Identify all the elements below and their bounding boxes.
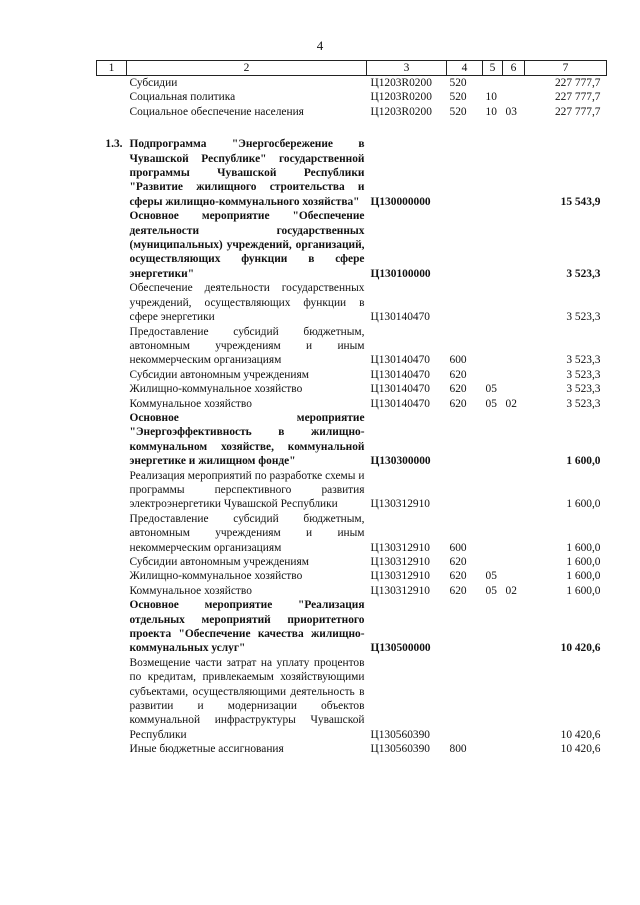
spacer-row	[97, 119, 607, 137]
row-section	[483, 411, 503, 469]
row-amount: 1 600,0	[566, 455, 601, 468]
row-name: Предоставление субсидий бюджетным, автономным учреждениям и иным некоммерческим организациям	[129, 512, 365, 554]
row-expense-type	[447, 469, 483, 512]
row-code: Ц130140470	[370, 311, 430, 324]
row-name: Коммунальное хозяйство	[129, 397, 252, 410]
row-subsection	[503, 656, 525, 742]
row-section: 05	[485, 397, 497, 410]
row-expense-type	[447, 137, 483, 209]
row-amount: 1 600,0	[566, 584, 601, 597]
row-subsection	[503, 512, 525, 555]
row-name: Основное мероприятие "Энергоэффективность в жилищно-коммунальном хозяйстве, коммунальной энергетике и жилищном фонде"	[129, 411, 365, 468]
table-row	[97, 584, 607, 598]
row-amount: 3 523,3	[566, 397, 601, 410]
row-section: 05	[485, 584, 497, 597]
table-row	[97, 469, 607, 512]
row-expense-type: 620	[449, 368, 467, 381]
row-index	[97, 281, 127, 324]
row-name: Жилищно-коммунальное хозяйство	[129, 383, 303, 396]
row-name: Субсидии автономным учреждениям	[129, 368, 309, 381]
row-subsection	[503, 555, 525, 569]
row-expense-type: 620	[449, 584, 467, 597]
row-subsection	[503, 368, 525, 382]
row-code: Ц130140470	[370, 354, 430, 367]
row-code: Ц130312910	[370, 570, 430, 583]
table-row	[97, 598, 607, 656]
row-code: Ц130312910	[370, 556, 430, 568]
row-section	[483, 137, 503, 209]
row-code: Ц1203R0200	[370, 91, 432, 104]
row-section	[483, 469, 503, 512]
row-amount: 1 600,0	[566, 541, 601, 554]
row-amount: 1 600,0	[566, 556, 601, 568]
row-name: Жилищно-коммунальное хозяйство	[129, 570, 303, 583]
row-amount: 3 523,3	[566, 368, 601, 381]
header-cell-7: 7	[525, 61, 607, 76]
row-index: 1.3.	[105, 138, 123, 151]
row-section: 10	[485, 91, 497, 104]
table-row	[97, 90, 607, 104]
header-cell-1: 1	[97, 61, 127, 76]
row-expense-type: 520	[449, 77, 467, 89]
header-cell-4: 4	[447, 61, 483, 76]
row-subsection	[503, 598, 525, 656]
row-subsection	[503, 90, 525, 104]
row-expense-type	[447, 598, 483, 656]
row-amount: 3 523,3	[566, 311, 601, 324]
table-row	[97, 368, 607, 382]
table-row	[97, 656, 607, 742]
table-row	[97, 137, 607, 209]
row-subsection: 03	[505, 105, 517, 118]
table-row	[97, 555, 607, 569]
row-subsection	[503, 382, 525, 396]
row-subsection	[503, 137, 525, 209]
row-subsection	[503, 209, 525, 281]
row-code: Ц1203R0200	[370, 77, 432, 89]
row-index	[97, 742, 127, 756]
row-subsection	[503, 469, 525, 512]
row-section	[483, 742, 503, 756]
row-expense-type: 600	[449, 354, 467, 367]
row-code: Ц1203R0200	[370, 105, 432, 118]
row-index	[97, 382, 127, 396]
row-code: Ц130312910	[370, 584, 430, 597]
row-section: 05	[485, 570, 497, 583]
header-cell-3: 3	[367, 61, 447, 76]
row-subsection: 02	[505, 584, 517, 597]
row-subsection	[503, 742, 525, 756]
table-row	[97, 382, 607, 396]
row-name: Социальное обеспечение населения	[129, 105, 304, 118]
row-index	[97, 90, 127, 104]
row-section: 10	[485, 105, 497, 118]
header-cell-5: 5	[483, 61, 503, 76]
page-number: 4	[316, 38, 324, 53]
row-subsection	[503, 325, 525, 368]
row-expense-type	[447, 209, 483, 281]
row-section	[483, 76, 503, 91]
row-code: Ц130100000	[370, 267, 431, 280]
row-amount: 10 420,6	[560, 743, 601, 756]
row-section: 05	[485, 383, 497, 396]
row-name: Реализация мероприятий по разработке схемы и программы перспективного развития электроэнергетики Чувашской Республики	[129, 469, 365, 511]
row-section	[483, 656, 503, 742]
row-code: Ц130312910	[370, 498, 430, 511]
table-row	[97, 76, 607, 91]
row-section	[483, 281, 503, 324]
row-amount: 10 420,6	[560, 728, 601, 741]
row-section	[483, 325, 503, 368]
row-index	[97, 411, 127, 469]
row-index	[97, 397, 127, 411]
row-name: Иные бюджетные ассигнования	[129, 743, 284, 756]
row-name: Предоставление субсидий бюджетным, автономным учреждениям и иным некоммерческим организациям	[129, 325, 365, 367]
row-amount: 15 543,9	[560, 195, 601, 208]
row-name: Обеспечение деятельности государственных учреждений, осуществляющих функции в сфере энергетики	[129, 282, 365, 324]
header-cell-6: 6	[503, 61, 525, 76]
row-section	[483, 555, 503, 569]
row-index	[97, 105, 127, 119]
row-expense-type	[447, 411, 483, 469]
row-name: Возмещение части затрат на уплату процентов по кредитам, привлекаемым хозяйствующими субъектами, осуществляющими деятельность в развитии и модернизации объектов коммунальной инфраструктуры Чувашской Республики	[129, 656, 365, 741]
row-amount: 227 777,7	[554, 105, 601, 118]
table-row	[97, 397, 607, 411]
row-expense-type	[447, 281, 483, 324]
row-section	[483, 209, 503, 281]
row-index	[97, 656, 127, 742]
table-row	[97, 281, 607, 324]
row-expense-type: 620	[449, 397, 467, 410]
row-amount: 3 523,3	[566, 267, 601, 280]
row-index	[97, 325, 127, 368]
table-row	[97, 325, 607, 368]
row-expense-type: 520	[449, 105, 467, 118]
row-section	[483, 598, 503, 656]
row-index	[97, 469, 127, 512]
row-name: Субсидии	[129, 77, 178, 89]
row-expense-type: 620	[449, 570, 467, 583]
table-row	[97, 105, 607, 119]
row-code: Ц130140470	[370, 383, 430, 396]
table-header-row	[97, 61, 607, 76]
row-subsection: 02	[505, 397, 517, 410]
row-index	[97, 569, 127, 583]
row-code: Ц130300000	[370, 455, 431, 468]
row-index	[97, 584, 127, 598]
row-code: Ц130312910	[370, 541, 430, 554]
row-subsection	[503, 411, 525, 469]
row-index	[97, 209, 127, 281]
header-cell-2: 2	[127, 61, 367, 76]
row-section	[483, 512, 503, 555]
row-code: Ц130140470	[370, 368, 430, 381]
row-amount: 227 777,7	[554, 77, 601, 89]
table-row	[97, 512, 607, 555]
row-amount: 1 600,0	[566, 570, 601, 583]
row-subsection	[503, 569, 525, 583]
table-row	[97, 569, 607, 583]
row-index	[97, 512, 127, 555]
table-row	[97, 209, 607, 281]
row-amount: 227 777,7	[554, 91, 601, 104]
row-name: Коммунальное хозяйство	[129, 584, 252, 597]
table-row	[97, 742, 607, 756]
row-section	[483, 368, 503, 382]
row-code: Ц130560390	[370, 743, 430, 756]
row-name: Подпрограмма "Энергосбережение в Чувашской Республике" государственной программы Чувашской Республики "Развитие жилищного строительства и сферы жилищно-коммунального хозяйства"	[129, 138, 365, 208]
row-code: Ц130000000	[370, 195, 431, 208]
row-index	[97, 555, 127, 569]
row-index	[97, 598, 127, 656]
row-name: Социальная политика	[129, 91, 236, 104]
row-index	[97, 368, 127, 382]
row-amount: 1 600,0	[566, 498, 601, 511]
row-expense-type: 520	[449, 91, 467, 104]
row-expense-type	[447, 656, 483, 742]
row-expense-type: 620	[449, 383, 467, 396]
row-code: Ц130140470	[370, 397, 430, 410]
row-name: Основное мероприятие "Реализация отдельных мероприятий приоритетного проекта "Обеспечение качества жилищно-коммунальных услуг"	[129, 599, 365, 655]
row-code: Ц130500000	[370, 642, 431, 655]
row-amount: 3 523,3	[566, 354, 601, 367]
row-expense-type: 620	[449, 556, 467, 568]
row-subsection	[503, 281, 525, 324]
row-expense-type: 600	[449, 541, 467, 554]
row-name: Основное мероприятие "Обеспечение деятельности государственных (муниципальных) учреждений, организаций, осуществляющих функции в сфере энергетики"	[129, 210, 365, 280]
row-index	[97, 76, 127, 91]
row-expense-type: 800	[449, 743, 467, 756]
row-amount: 3 523,3	[566, 383, 601, 396]
row-subsection	[503, 76, 525, 91]
row-amount: 10 420,6	[560, 642, 601, 655]
budget-table	[96, 60, 607, 757]
row-name: Субсидии автономным учреждениям	[129, 556, 309, 568]
row-code: Ц130560390	[370, 728, 430, 741]
table-row	[97, 411, 607, 469]
